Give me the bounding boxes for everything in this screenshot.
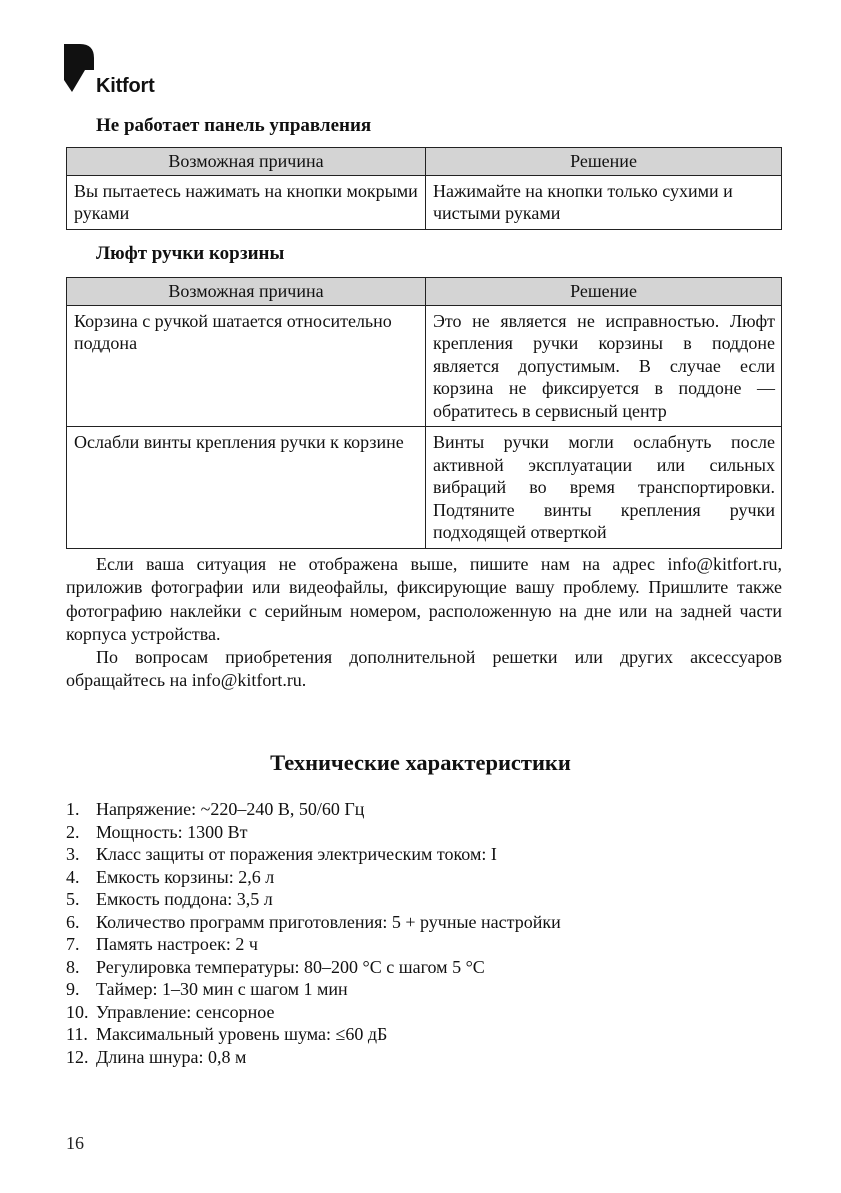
- cause-cell: Корзина с ручкой шатается относительно поддона: [67, 305, 426, 427]
- table-row: [67, 427, 782, 549]
- list-item: 2. Мощность: 1300 Вт: [66, 821, 248, 842]
- brand-name: Kitfort: [96, 75, 155, 97]
- table-header-row: [67, 148, 782, 176]
- list-item: 5. Емкость поддона: 3,5 л: [66, 889, 273, 909]
- list-item: 7. Память настроек: 2 ч: [66, 934, 258, 954]
- list-item: 6. Количество программ приготовления: 5 + ручные настройки: [66, 911, 561, 932]
- page-number: 16: [66, 1133, 84, 1153]
- contact-paragraph: Если ваша ситуация не отображена выше, пишите нам на адрес info@kitfort.ru, приложив фотографии или видеофайлы, фиксирующие вашу проблему. Пришлите также фотографию наклейки с серийным номером, расположенную на дне или на задней части корпуса устройства.: [66, 554, 782, 645]
- header-cause: Возможная причина: [67, 148, 426, 176]
- troubleshooting-table-control-panel: [66, 147, 782, 230]
- solution-cell: Винты ручки могли ослабнуть после активной эксплуатации или сильных вибраций во время транспортировки. Подтяните винты крепления ручки подходящей отверткой: [426, 427, 782, 549]
- list-item: 11. Максимальный уровень шума: ≤60 дБ: [66, 1024, 388, 1044]
- specs-list: [66, 798, 561, 1068]
- section-title-basket-handle: Люфт ручки корзины: [96, 243, 285, 264]
- section-title-control-panel: Не работает панель управления: [96, 115, 372, 136]
- header-solution: Решение: [426, 278, 782, 306]
- list-item: 9. Таймер: 1–30 мин с шагом 1 мин: [66, 979, 348, 999]
- table-row: [67, 175, 782, 229]
- list-item: 4. Емкость корзины: 2,6 л: [66, 866, 275, 887]
- list-item: 1. Напряжение: ~220–240 В, 50/60 Гц: [66, 799, 365, 819]
- list-item: 8. Регулировка температуры: 80–200 °С с шагом 5 °С: [66, 956, 485, 977]
- cause-cell: Ослабли винты крепления ручки к корзине: [67, 427, 426, 549]
- brand-logo: [64, 44, 174, 100]
- table-header-row: [67, 278, 782, 306]
- specs-heading: Технические характеристики: [270, 750, 571, 775]
- cause-cell: Вы пытаетесь нажимать на кнопки мокрыми руками: [67, 175, 426, 229]
- header-solution: Решение: [426, 148, 782, 176]
- list-item: 12. Длина шнура: 0,8 м: [66, 1046, 247, 1067]
- solution-cell: Это не является не исправностью. Люфт крепления ручки корзины в поддоне является допустимым. В случае если корзина не фиксируется в поддоне — обратитесь в сервисный центр: [426, 305, 782, 427]
- header-cause: Возможная причина: [67, 278, 426, 306]
- list-item: 3. Класс защиты от поражения электрическим током: I: [66, 844, 497, 864]
- list-item: 10. Управление: сенсорное: [66, 1001, 275, 1022]
- kitfort-logo-icon: [64, 44, 94, 94]
- solution-cell: Нажимайте на кнопки только сухими и чистыми руками: [426, 175, 782, 229]
- troubleshooting-table-basket-handle: [66, 277, 782, 549]
- table-row: [67, 305, 782, 427]
- accessories-paragraph: По вопросам приобретения дополнительной решетки или других аксессуаров обращайтесь на info@kitfort.ru.: [66, 647, 782, 691]
